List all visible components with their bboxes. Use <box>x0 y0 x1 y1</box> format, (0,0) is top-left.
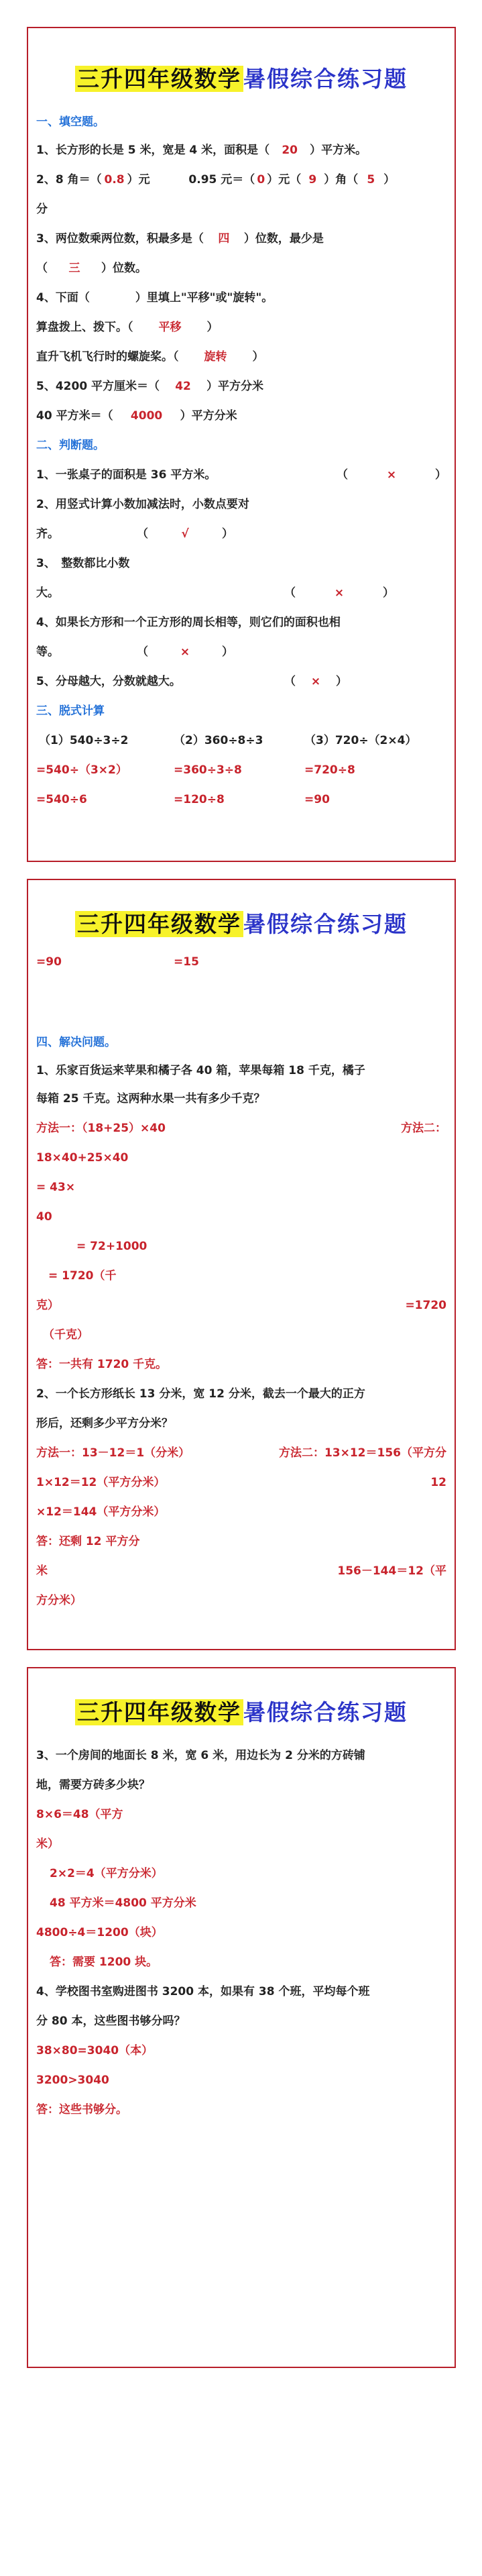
page-title: 三升四年级数学暑假综合练习题 <box>28 1695 455 1727</box>
solution-line: 米） <box>36 1837 59 1851</box>
question-3-cont: （ 三 ）位数。 <box>36 262 147 275</box>
question-3: 3、两位数乘两位数，积最多是（ 四 ）位数，最少是 <box>36 232 324 246</box>
section-calc: 三、脱式计算 <box>36 704 105 718</box>
solution-line: ×12＝144（平方分米） <box>36 1505 166 1519</box>
question-1: 1、长方形的长是 5 米，宽是 4 米，面积是（ 20 ）平方米。 <box>36 144 367 157</box>
solution-line: = 1720（千 <box>48 1269 117 1283</box>
solution-line: = 72+1000 <box>76 1240 147 1253</box>
question-4: 4、下面（ ）里填上"平移"或"旋转"。 <box>36 291 274 305</box>
solution-line: 40 <box>36 1210 52 1224</box>
solution-line: 1×12＝12（平方分米） 12 <box>36 1476 446 1489</box>
solution-line: 38×80=3040（本） <box>36 2044 154 2057</box>
solution-line: （千克） <box>43 1328 88 1342</box>
question-2-cont: 分 <box>36 203 48 216</box>
solution-line: 2×2＝4（平方分米） <box>50 1867 163 1880</box>
solution-line: = 43× <box>36 1181 76 1194</box>
solution-line: 48 平方米＝4800 平方分米 <box>50 1896 196 1910</box>
title-part1: 三升四年级数学 <box>75 66 243 92</box>
question-5b: 40 平方米＝（ 4000 ）平方分米 <box>36 409 237 423</box>
method-row: 方法一：（18+25）×40 方法二： <box>36 1122 446 1135</box>
judge-3: 3、 整数都比小数 <box>36 557 130 570</box>
problem-3-line-2: 地，需要方砖多少块？ <box>36 1778 150 1792</box>
solution-line: 克） =1720 <box>36 1299 446 1312</box>
question-4b: 直升飞机飞行时的螺旋桨。（ 旋转 ） <box>36 350 264 364</box>
title-part2: 暑假综合练习题 <box>243 66 408 92</box>
problem-1-line-2: 每箱 25 千克。这两种水果一共有多少千克？ <box>36 1092 265 1106</box>
page-title <box>28 62 455 93</box>
judge-2: 2、用竖式计算小数加减法时，小数点要对 <box>36 498 249 511</box>
solution-line: 18×40+25×40 <box>36 1151 129 1165</box>
judge-4: 4、如果长方形和一个正方形的周长相等，则它们的面积也相 <box>36 616 341 629</box>
problem-3-line-1: 3、一个房间的地面长 8 米，宽 6 米，用边长为 2 分米的方砖铺 <box>36 1749 365 1762</box>
judge-3-cont: 大。 （ × ） <box>36 586 394 600</box>
solution-line: 方分米） <box>36 1594 82 1607</box>
method-row: 方法一：13－12＝1（分米） 方法二：13×12＝156（平方分 <box>36 1446 446 1460</box>
question-2: 2、8 角＝（ 0.8 ）元 0.95 元＝（ 0 ）元（ 9 ）角（ 5 ） <box>36 173 396 186</box>
solution-line: 3200>3040 <box>36 2074 109 2087</box>
answer-4: 答：这些书够分。 <box>36 2103 127 2116</box>
problem-4-line-2: 分 80 本，这些图书够分吗？ <box>36 2015 186 2028</box>
problem-4-line-1: 4、学校图书室购进图书 3200 本，如果有 38 个班，平均每个班 <box>36 1985 370 1998</box>
page-3 <box>27 1667 456 2368</box>
solution-line: 米 156－144＝12（平 <box>36 1564 446 1578</box>
question-4a: 算盘拨上、拨下。（ 平移 ） <box>36 321 219 334</box>
answer-2: 答：还剩 12 平方分 <box>36 1535 140 1548</box>
question-5: 5、4200 平方厘米＝（ 42 ）平方分米 <box>36 380 264 393</box>
judge-1: 1、一张桌子的面积是 36 平方米。 （ × ） <box>36 468 446 482</box>
judge-4-cont: 等。 （ × ） <box>36 645 233 659</box>
section-problems: 四、解决问题。 <box>36 1036 116 1049</box>
answer-1: 答：一共有 1720 千克。 <box>36 1358 168 1371</box>
section-judge: 二、判断题。 <box>36 439 105 452</box>
answer: 20 <box>282 144 298 157</box>
page-1: 三升四年级数学暑假综合练习题 一、填空题。 1、长方形的长是 5 米，宽是 4 米，面积是（ 20 ）平方米。 2、8 角＝（ 0.8 ）元 0.95 元＝（ 0 ）元（ 9 ）角（ 5 ） 分 3、两位数乘两位数，积最多是（ 四 ）位数，最少是 （ 三 ）位数。 4、下面（ ）里填上"平移"或"旋转"。 算盘拨上、拨下。（ 平移 ） 直升飞机飞行时的螺旋桨。（ 旋转 ） 5、4200 平方厘米＝（ 42 ）平方分米 40 平方米＝（ 4000 ）平方分米 二、判断题。 1、一张桌子的面积是 36 平方米。 （ × ） 2、用竖式计算小数加减法时，小数点要对 齐。 （ √ ） 3、 整数都比小数 大。 （ × ） 4、如果长方形和一个正方形的周长相等，则它们的面积也相 等。 （ × ） 5、分母越大，分数就越大。 （ × ） 三、脱式计算 （1）540÷3÷2 （2）360÷8÷3 （3）720÷（2×4） =540÷（3×2） =360÷3÷8 =720÷8 =540÷6 =120÷8 =90 <box>27 27 456 862</box>
judge-5: 5、分母越大，分数就越大。 （ × ） <box>36 675 347 688</box>
judge-2-cont: 齐。 （ √ ） <box>36 527 233 541</box>
problem-2-line-2: 形后，还剩多少平方分米？ <box>36 1417 173 1430</box>
page-2: 三升四年级数学暑假综合练习题 =90 =15 四、解决问题。 1、乐家百货运来苹果和橘子各 40 箱，苹果每箱 18 千克，橘子 每箱 25 千克。这两种水果一共有多少千克？ 方法一：（18+25）×40 方法二： 18×40+25×40 = 43× 40 = 72+1000 = 1720（千 克） =1720 （千克） 答：一共有 1720 千克。 2、一个长方形纸长 13 分米，宽 12 分米，截去一个最大的正方 形后，还剩多少平方分米？ 方法一：13－12＝1（分米） 方法二：13×12＝156（平方分 1×12＝12（平方分米） 12 ×12＝144（平方分米） 答：还剩 12 平方分 米 156－144＝12（平 方分米） <box>27 879 456 1650</box>
page-title: 三升四年级数学暑假综合练习题 <box>28 907 455 938</box>
section-fill-blank: 一、填空题。 <box>36 115 105 129</box>
solution-line: 8×6＝48（平方 <box>36 1808 123 1821</box>
answer-3: 答：需要 1200 块。 <box>50 1955 158 1969</box>
solution-line: 4800÷4＝1200（块） <box>36 1926 163 1939</box>
problem-2-line-1: 2、一个长方形纸长 13 分米，宽 12 分米，截去一个最大的正方 <box>36 1387 365 1401</box>
problem-1-line-1: 1、乐家百货运来苹果和橘子各 40 箱，苹果每箱 18 千克，橘子 <box>36 1064 365 1077</box>
